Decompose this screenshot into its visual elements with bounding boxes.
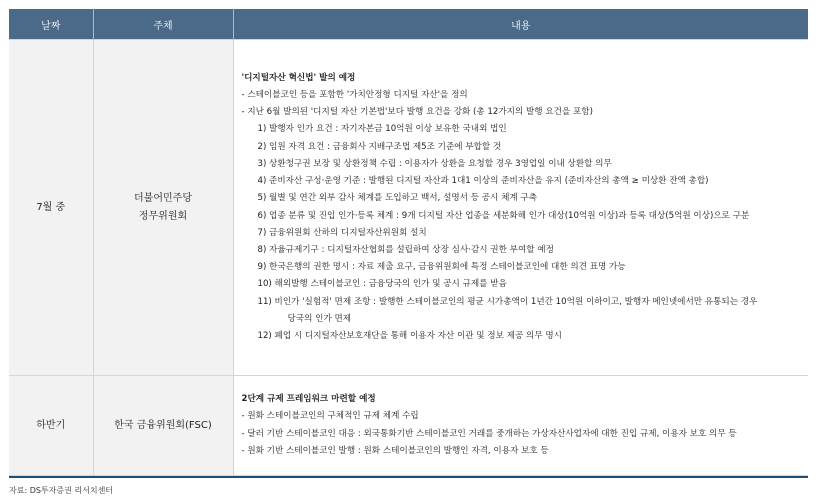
row1-subject bbox=[93, 40, 233, 376]
header-content: 내용 bbox=[233, 9, 808, 40]
row1-item-2: 2) 임원 자격 요건 : 금융회사 지배구조법 제5조 기준에 부합할 것 bbox=[257, 141, 502, 152]
row1-item-5: 5) 월별 및 연간 외부 감사 체계를 도입하고 백서, 설명서 등 공시 체계 구축 bbox=[257, 193, 538, 204]
row1-item-6: 6) 업종 분류 및 진입 인가·등록 체계 : 9개 디지털 자산 업종을 세분화해 인가 대상(10억원 이상)과 등록 대상(5억원 이상)으로 구분 bbox=[257, 210, 750, 221]
row1-item-12: 12) 폐업 시 디지털자산보호재단을 통해 이용자 자산 이관 및 정보 제공 의무 명시 bbox=[257, 330, 562, 341]
header-subject: 주체 bbox=[93, 9, 233, 40]
row1-item-11 bbox=[242, 294, 803, 328]
timeline-table bbox=[9, 9, 808, 476]
row2-bullet-2: - 달러 기반 스테이블코인 대응 : 외국통화기반 스테이블코인 거래를 중개하는 가상자산사업자에 대한 진입 규제, 이용자 보호 의무 등 bbox=[241, 428, 737, 439]
table-row bbox=[9, 40, 808, 376]
table-bottom-rule bbox=[9, 476, 808, 478]
row1-subject-line2: 정무위원회 bbox=[138, 210, 188, 222]
row1-content bbox=[233, 40, 808, 376]
table-row bbox=[9, 376, 808, 476]
row1-item-1: 1) 발행자 인가 요건 : 자기자본금 10억원 이상 보유한 국내외 법인 bbox=[257, 124, 507, 135]
row1-title: '디지털자산 혁신법' 발의 예정 bbox=[241, 72, 356, 83]
row1-bullet-2: - 지난 6월 발의된 '디지털 자산 기본법'보다 발행 요건을 강화 (총 12가지의 발행 요건을 포함) bbox=[241, 107, 593, 118]
table-header-row bbox=[9, 9, 808, 40]
row2-bullet-3: - 원화 기반 스테이블코인 발행 : 원화 스테이블코인의 발행인 자격, 이용자 보호 등 bbox=[241, 445, 549, 456]
row2-date: 하반기 bbox=[9, 376, 93, 476]
row1-item-11-line2: 당국의 인가 면제 bbox=[287, 313, 352, 324]
row2-subject: 한국 금융위원회(FSC) bbox=[93, 376, 233, 476]
row1-item-11-line1: 11) 비인가 '실험적' 면제 조항 : 발행한 스테이블코인의 평균 시가총액이 1년간 10억원 이하이고, 발행자 메인넷에서만 유통되는 경우 bbox=[257, 296, 758, 307]
row1-subject-line1: 더불어민주당 bbox=[134, 192, 192, 204]
row1-item-10: 10) 해외발행 스테이블코인 : 금융당국의 인가 및 공시 규제를 받음 bbox=[257, 279, 507, 290]
row1-item-4: 4) 준비자산 구성·운영 기준 : 발행된 디지털 자산과 1대1 이상의 준비자산을 유지 (준비자산의 총액 ≥ 미상환 잔액 총합) bbox=[257, 176, 709, 187]
row1-item-7: 7) 금융위원회 산하의 디지털자산위원회 설치 bbox=[257, 227, 427, 238]
row1-item-3: 3) 상환청구권 보장 및 상환정책 수립 : 이용자가 상환을 요청할 경우 3영업일 이내 상환할 의무 bbox=[257, 158, 612, 169]
row2-bullet-1: - 원화 스테이블코인의 구체적인 규제 체계 수립 bbox=[241, 411, 419, 422]
row1-date: 7월 중 bbox=[9, 40, 93, 376]
row1-bullet-1: - 스테이블코인 등을 포함한 '가치안정형 디지털 자산'을 정의 bbox=[241, 90, 468, 101]
regulation-timeline-table bbox=[9, 9, 808, 478]
row2-title: 2단계 규제 프레임워크 마련할 예정 bbox=[241, 394, 376, 405]
row1-item-9: 9) 한국은행의 권한 명시 : 자료 제출 요구, 금융위원회에 특정 스테이블코인에 대한 의견 표명 가능 bbox=[257, 262, 626, 273]
header-date: 날짜 bbox=[9, 9, 93, 40]
source-note: 자료: DS투자증권 리서치센터 bbox=[9, 486, 114, 495]
row1-item-8: 8) 자율규제기구 : 디지털자산협회를 설립하여 상장 심사·감시 권한 부여할 예정 bbox=[257, 244, 554, 255]
row2-content bbox=[233, 376, 808, 476]
